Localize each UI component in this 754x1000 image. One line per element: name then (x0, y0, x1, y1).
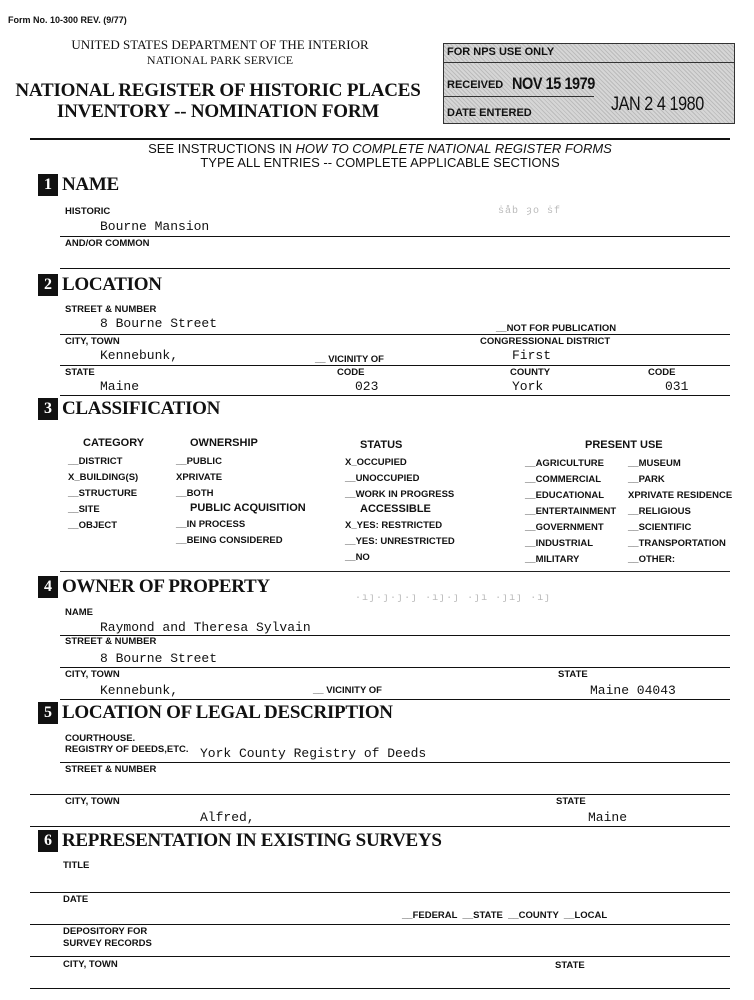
status-list (345, 457, 454, 505)
common-label: AND/OR COMMON (65, 238, 150, 249)
owner-name-label: NAME (65, 607, 93, 618)
survey-state-label: STATE (555, 960, 585, 971)
state-value: Maine (100, 379, 140, 394)
courthouse-label-2: REGISTRY OF DEEDS,ETC. (65, 744, 189, 755)
code2-value: 031 (665, 379, 689, 394)
owner-street-label: STREET & NUMBER (65, 636, 157, 647)
form-number: Form No. 10-300 REV. (9/77) (8, 15, 127, 25)
section-3-number: 3 (38, 398, 58, 420)
present-use-option[interactable]: XPRIVATE RESIDENCE (628, 490, 733, 501)
present-use-heading: PRESENT USE (585, 439, 663, 451)
legal-city-value: Alfred, (200, 810, 255, 825)
category-list (68, 456, 138, 536)
depository-label-1: DEPOSITORY FOR (63, 926, 148, 937)
category-option[interactable]: __SITE (68, 504, 100, 515)
owner-name-value: Raymond and Theresa Sylvain (100, 620, 311, 635)
street-label: STREET & NUMBER (65, 304, 157, 315)
ownership-heading: OWNERSHIP (190, 437, 258, 449)
city-label: CITY, TOWN (65, 336, 120, 347)
status-option[interactable]: __UNOCCUPIED (345, 473, 420, 484)
county-value: York (512, 379, 544, 394)
accessible-option[interactable]: __YES: UNRESTRICTED (345, 536, 455, 547)
section-2-number: 2 (38, 274, 58, 296)
courthouse-value: York County Registry of Deeds (200, 746, 427, 761)
acquisition-option[interactable]: __IN PROCESS (176, 519, 246, 530)
street-value: 8 Bourne Street (100, 316, 218, 331)
vicinity-label: __ VICINITY OF (315, 354, 384, 365)
ownership-option[interactable]: __BOTH (176, 488, 214, 499)
accessible-heading: ACCESSIBLE (360, 503, 431, 515)
historic-label: HISTORIC (65, 206, 111, 217)
section-1-title: NAME (62, 174, 119, 195)
accessible-list (345, 520, 455, 568)
congressional-value: First (512, 348, 552, 363)
owner-vicinity-label: __ VICINITY OF (313, 685, 382, 696)
acquisition-option[interactable]: __BEING CONSIDERED (176, 535, 283, 546)
owner-city-label: CITY, TOWN (65, 669, 120, 680)
present-use-col2 (628, 458, 732, 570)
category-option[interactable]: __OBJECT (68, 520, 118, 531)
instructions-line2: TYPE ALL ENTRIES -- COMPLETE APPLICABLE SECTIONS (200, 155, 560, 170)
section-3-title: CLASSIFICATION (62, 398, 221, 419)
code-label: CODE (337, 367, 365, 378)
survey-levels: __FEDERAL __STATE __COUNTY __LOCAL (402, 910, 608, 921)
present-use-option[interactable]: __EDUCATIONAL (525, 490, 604, 501)
code-value: 023 (355, 379, 379, 394)
category-option[interactable]: X_BUILDING(S) (68, 472, 139, 483)
status-heading: STATUS (360, 439, 403, 451)
legal-street-label: STREET & NUMBER (65, 764, 157, 775)
service-name: NATIONAL PARK SERVICE (146, 53, 294, 67)
received-stamp: NOV 15 1979 (512, 74, 595, 93)
present-use-option[interactable]: __GOVERNMENT (525, 522, 604, 533)
city-value: Kennebunk, (100, 348, 179, 363)
legal-state-value: Maine (588, 810, 628, 825)
not-for-publication: __NOT FOR PUBLICATION (496, 323, 617, 334)
acquisition-heading: PUBLIC ACQUISITION (190, 502, 306, 514)
category-heading: CATEGORY (83, 437, 145, 449)
present-use-option[interactable]: __TRANSPORTATION (628, 538, 726, 549)
section-5-title: LOCATION OF LEGAL DESCRIPTION (62, 702, 393, 723)
survey-date-label: DATE (63, 894, 89, 905)
legal-state-label: STATE (556, 796, 586, 807)
present-use-option[interactable]: __AGRICULTURE (525, 458, 604, 469)
congressional-label: CONGRESSIONAL DISTRICT (480, 336, 611, 347)
nps-use-only-box (443, 43, 735, 124)
present-use-option[interactable]: __RELIGIOUS (628, 506, 691, 517)
status-option[interactable]: __WORK IN PROGRESS (345, 489, 455, 500)
code2-label: CODE (648, 367, 676, 378)
legal-city-label: CITY, TOWN (65, 796, 120, 807)
depository-label-2: SURVEY RECORDS (63, 938, 152, 949)
section-5-number: 5 (38, 702, 58, 724)
status-option[interactable]: X_OCCUPIED (345, 457, 407, 468)
present-use-option[interactable]: __COMMERCIAL (525, 474, 602, 485)
courthouse-label-1: COURTHOUSE. (65, 733, 136, 744)
survey-city-label: CITY, TOWN (63, 959, 118, 970)
owner-city-value: Kennebunk, (100, 683, 179, 698)
instructions-prefix: SEE INSTRUCTIONS IN (148, 141, 296, 156)
present-use-option[interactable]: __PARK (628, 474, 665, 485)
present-use-option[interactable]: __OTHER: (628, 554, 675, 565)
category-option[interactable]: __DISTRICT (68, 456, 123, 467)
faint-bleedthrough-2: ·ıȷ·ȷ·ȷ·ȷ ·ıȷ·ȷ ·ȷı ·ȷıȷ ·ıȷ (355, 593, 552, 604)
section-2-title: LOCATION (62, 274, 162, 295)
accessible-option[interactable]: __NO (345, 552, 370, 563)
ownership-option[interactable]: XPRIVATE (176, 472, 223, 483)
section-4-title: OWNER OF PROPERTY (62, 576, 270, 597)
county-label: COUNTY (510, 367, 551, 378)
faint-bleedthrough-1: ṡåb ȝo ṡf (498, 206, 562, 217)
form-title-line1: NATIONAL REGISTER OF HISTORIC PLACES (15, 80, 421, 101)
present-use-option[interactable]: __INDUSTRIAL (525, 538, 594, 549)
accessible-option[interactable]: X_YES: RESTRICTED (345, 520, 443, 531)
present-use-option[interactable]: __SCIENTIFIC (628, 522, 692, 533)
date-entered-stamp: JAN 2 4 1980 (611, 94, 704, 115)
section-6-number: 6 (38, 830, 58, 852)
present-use-option[interactable]: __MUSEUM (628, 458, 681, 469)
present-use-option[interactable]: __ENTERTAINMENT (525, 506, 617, 517)
section-4-number: 4 (38, 576, 58, 598)
received-label: RECEIVED (447, 79, 504, 91)
instructions-line1 (30, 141, 730, 156)
owner-state-value: Maine 04043 (590, 683, 676, 698)
present-use-col1 (525, 458, 616, 570)
ownership-option[interactable]: __PUBLIC (176, 456, 222, 467)
owner-street-value: 8 Bourne Street (100, 651, 218, 666)
present-use-option[interactable]: __MILITARY (525, 554, 580, 565)
date-entered-label: DATE ENTERED (447, 107, 532, 119)
survey-title-label: TITLE (63, 860, 90, 871)
nps-label: FOR NPS USE ONLY (447, 46, 555, 58)
owner-state-label: STATE (558, 669, 588, 680)
section-1-number: 1 (38, 174, 58, 196)
state-label: STATE (65, 367, 95, 378)
ownership-list (176, 456, 222, 504)
category-option[interactable]: __STRUCTURE (68, 488, 138, 499)
acquisition-list (176, 519, 283, 551)
form-title-line2: INVENTORY -- NOMINATION FORM (56, 101, 380, 122)
department-name: UNITED STATES DEPARTMENT OF THE INTERIOR (71, 37, 369, 52)
instructions-italic: HOW TO COMPLETE NATIONAL REGISTER FORMS (295, 141, 612, 156)
section-6-title: REPRESENTATION IN EXISTING SURVEYS (62, 830, 442, 851)
historic-value: Bourne Mansion (100, 219, 210, 234)
